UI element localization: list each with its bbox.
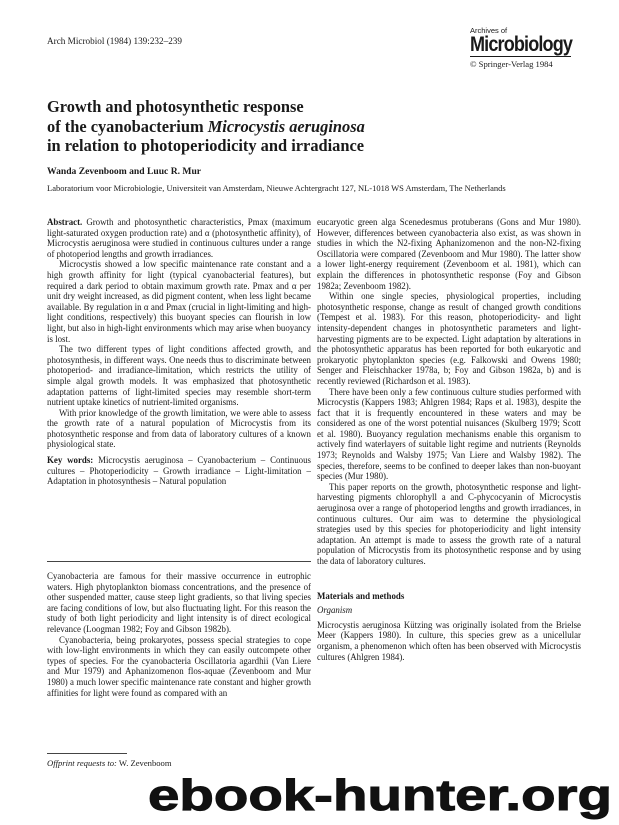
right-p1: eucaryotic green alga Scenedesmus protuberans (Gons and Mur 1980). However, differences between cyanobacteria also exist, as was shown in studies in which the N2-fixing Aphanizomenon and the non-N2-fixing Oscillatoria were compared (Zevenboom and Mur 1980). The latter show a lower light-energy requirement (Zevenboom et al. 1981), which can explain the differences in photosynthetic response (Foy and Gibson 1982a; Zevenboom 1982). — [317, 217, 581, 291]
abstract-separator — [47, 561, 311, 562]
key-words-text: Microcystis aeruginosa – Cyanobacterium – Continuous cultures – Photoperiodicity – Growth irradiance – Light-limitation – Adaptation in photosynthesis – Natural population — [47, 455, 311, 487]
copyright-notice: © Springer-Verlag 1984 — [470, 59, 553, 69]
footnote — [47, 758, 172, 768]
spacer — [317, 567, 581, 591]
right-p5: Microcystis aeruginosa Kützing was originally isolated from the Brielse Meer (Kappers 1980). In culture, this species grew as a unicellular organism, a phenomenon which often has been observed with Microcystis cultures (Ahlgren 1984). — [317, 619, 581, 662]
key-words — [47, 455, 311, 487]
abstract-p1-text: Growth and photosynthetic characteristics, Pmax (maximum light-saturated oxygen production rate) and α (photosynthetic affinity), of Microcystis aeruginosa were studied in continuous cultures under a range of photoperiod lengths and growth irradiances. — [47, 217, 311, 259]
left-column — [47, 217, 311, 487]
footnote-name: W. Zevenboom — [116, 758, 172, 768]
footnote-rule — [47, 753, 127, 754]
article-title — [47, 97, 587, 156]
journal-citation: Arch Microbiol (1984) 139:232–239 — [47, 36, 182, 46]
introduction — [47, 571, 311, 698]
section-heading: Materials and methods — [317, 590, 405, 601]
title-line-2 — [47, 117, 587, 137]
watermark-graphic — [146, 772, 616, 820]
author-list: Wanda Zevenboom and Luuc R. Mur — [47, 166, 202, 177]
journal-small-title: Archives of — [470, 26, 508, 35]
right-p4: This paper reports on the growth, photosynthetic response and light-harvesting pigments chlorophyll a and C-phycocyanin of Microcystis aeruginosa over a range of photoperiod lengths and growth irradiances, in continuous cultures. Our aim was to determine the physiological strategies used by this species for photoperiodicity and light intensity adaptation. An attempt is made to assess the growth rate of a natural population of Microcystis from its photosynthetic response and by using the data of laboratory cultures. — [317, 481, 581, 566]
title-line-2-text: of the cyanobacterium — [47, 116, 208, 136]
abstract-p1 — [47, 217, 311, 259]
abstract-label: Abstract. — [47, 217, 83, 227]
masthead-rule — [470, 56, 571, 57]
abstract-p3: The two different types of light conditions affected growth, and photosynthesis, in different ways. One needs thus to discriminate between photoperiod- and irradiance-limitation, which restricts the utility of simple algal growth models. It was emphasized that photosynthetic adaptation patterns of light-limited species may resemble short-term nutrient uptake kinetics of nutrient-limited organisms. — [47, 344, 311, 408]
title-species: Microcystis aeruginosa — [207, 116, 365, 136]
intro-p1: Cyanobacteria are famous for their massive occurrence in eutrophic waters. High phytoplankton biomass concentrations, and the presence of other suspended matter, cause steep light gradients, so that living species are facing conditions of low, but also fluctuating light. For this reason the study of both light periodicity and light intensity is of direct ecological relevance (Loogman 1982; Foy and Gibson 1982b). — [47, 571, 311, 634]
title-line-3: in relation to photoperiodicity and irradiance — [47, 136, 365, 155]
abstract-p2: Microcystis showed a low specific maintenance rate constant and a high growth affinity for light (typical cyanobacterial features), but required a dark period to obtain maximum growth rate. Pmax and α per unit dry weight increased, as did pigment content, when less light became available. By regulation in α and Pmax (crucial in light-limiting and high-light conditions, respectively) this buoyant species can flourish in low light, but also in high-light environments which may arise when buoyancy is lost. — [47, 259, 311, 344]
right-p3: There have been only a few continuous culture studies performed with Microcystis (Kappers 1983; Ahlgren 1984; Raps et al. 1983), despite the fact that it is frequently encountered in these waters and may be considered as one of the worst potential nuisances (Skulberg 1979; Scott et al. 1980). Buoyancy regulation mechanisms enable this organism to actively find waterlayers of suitable light regime and nutrients (Reynolds 1973; Reynolds and Walsby 1975; Van Liere and Walsby 1982). The species, therefore, seems to be confined to deeper lakes than non-buoyant species (Mur 1980). — [317, 386, 581, 482]
right-column — [317, 217, 581, 662]
footnote-label: Offprint requests to: — [47, 758, 117, 768]
watermark-text: ebook-hunter.org — [148, 772, 612, 820]
watermark — [146, 772, 616, 820]
intro-p2: Cyanobacteria, being prokaryotes, possess special strategies to cope with low-light environments in which they can easily outcompete other types of species. For the cyanobacteria Oscillatoria agardhii (Van Liere and Mur 1979) and Aphanizomenon flos-aquae (Zevenboom and Mur 1980) a much lower specific maintenance rate constant and higher growth affinities for light were found as compared with an — [47, 634, 311, 698]
right-p2: Within one single species, physiological properties, including photosynthetic response, change as result of changed growth conditions (Tempest et al. 1983). For this reason, photoperiodicity- and light intensity-dependent changes in photosynthetic parameters and light-harvesting pigments are to be expected. Light adaptation by alterations in the photosynthetic apparatus has been reported for both eukaryotic and prokaryotic phytoplankton species (e.g. Falkowski and Owens 1980; Senger and Fleischhacker 1978a, b; Foy and Gibson 1982a, b) and is recently reviewed (Richardson et al. 1983). — [317, 291, 581, 386]
subsection-heading: Organism — [317, 605, 353, 616]
key-words-label: Key words: — [47, 455, 94, 466]
affiliation: Laboratorium voor Microbiologie, Universiteit van Amsterdam, Nieuwe Achtergracht 127, NL-1018 WS Amsterdam, The Netherlands — [47, 183, 506, 193]
journal-logo: Microbiology — [470, 33, 573, 56]
journal-masthead — [470, 27, 600, 69]
title-line-1: Growth and photosynthetic response — [47, 97, 304, 116]
abstract-p4: With prior knowledge of the growth limitation, we were able to assess the growth rate of a natural population of Microcystis from its photosynthetic response and from data of laboratory cultures of a known physiological state. — [47, 407, 311, 450]
